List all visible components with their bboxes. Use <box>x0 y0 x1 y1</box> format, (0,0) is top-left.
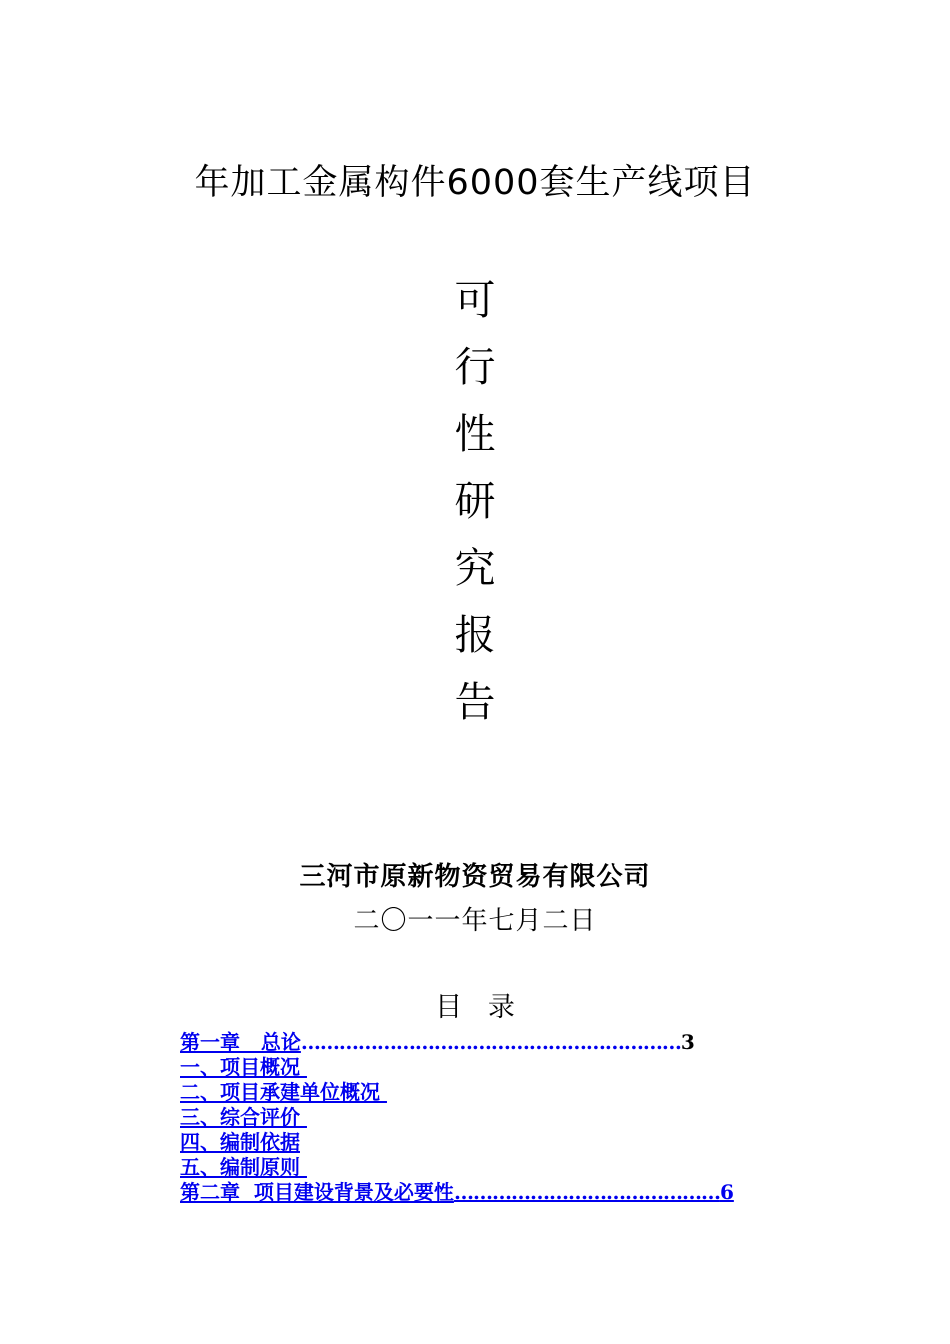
toc-entry[interactable] <box>180 1180 780 1205</box>
toc-entry[interactable] <box>180 1080 780 1105</box>
toc-link[interactable]: 一、项目概况 <box>180 1055 307 1079</box>
report-type-char: 行 <box>454 343 496 391</box>
toc-entry[interactable] <box>180 1030 780 1055</box>
toc-heading: 目 录 <box>435 992 515 1023</box>
toc-leader-dots: …………………………………… <box>453 1180 720 1204</box>
report-type-char: 究 <box>454 544 496 592</box>
toc-entry[interactable] <box>180 1130 780 1155</box>
toc-entry[interactable] <box>180 1055 780 1080</box>
report-date: 二〇一一年七月二日 <box>353 906 597 936</box>
toc-entry[interactable] <box>180 1105 780 1130</box>
toc-entry[interactable] <box>180 1155 780 1180</box>
toc-link[interactable]: 四、编制依据 <box>180 1130 300 1154</box>
toc-link[interactable]: 二、项目承建单位概况 <box>180 1080 387 1104</box>
toc-link[interactable]: 五、编制原则 <box>180 1155 307 1179</box>
toc-page-number: 3 <box>680 1030 695 1054</box>
toc-link[interactable]: 第二章 项目建设背景及必要性 <box>180 1180 454 1204</box>
report-type-char: 可 <box>454 276 496 324</box>
table-of-contents <box>180 1030 780 1205</box>
report-type-char: 性 <box>454 410 496 458</box>
company-name: 三河市原新物资贸易有限公司 <box>299 862 651 892</box>
report-type-char: 研 <box>454 477 496 525</box>
report-type-vertical <box>0 272 950 741</box>
report-type-char: 报 <box>454 611 496 659</box>
document-title: 年加工金属构件6000套生产线项目 <box>194 163 756 203</box>
toc-page-number: 6 <box>719 1180 734 1204</box>
toc-link[interactable]: 三、综合评价 <box>180 1105 307 1129</box>
toc-link[interactable]: 第一章 总论 <box>180 1030 301 1054</box>
toc-leader-dots: …………………………………………………… <box>300 1030 681 1054</box>
report-type-char: 告 <box>454 678 496 726</box>
